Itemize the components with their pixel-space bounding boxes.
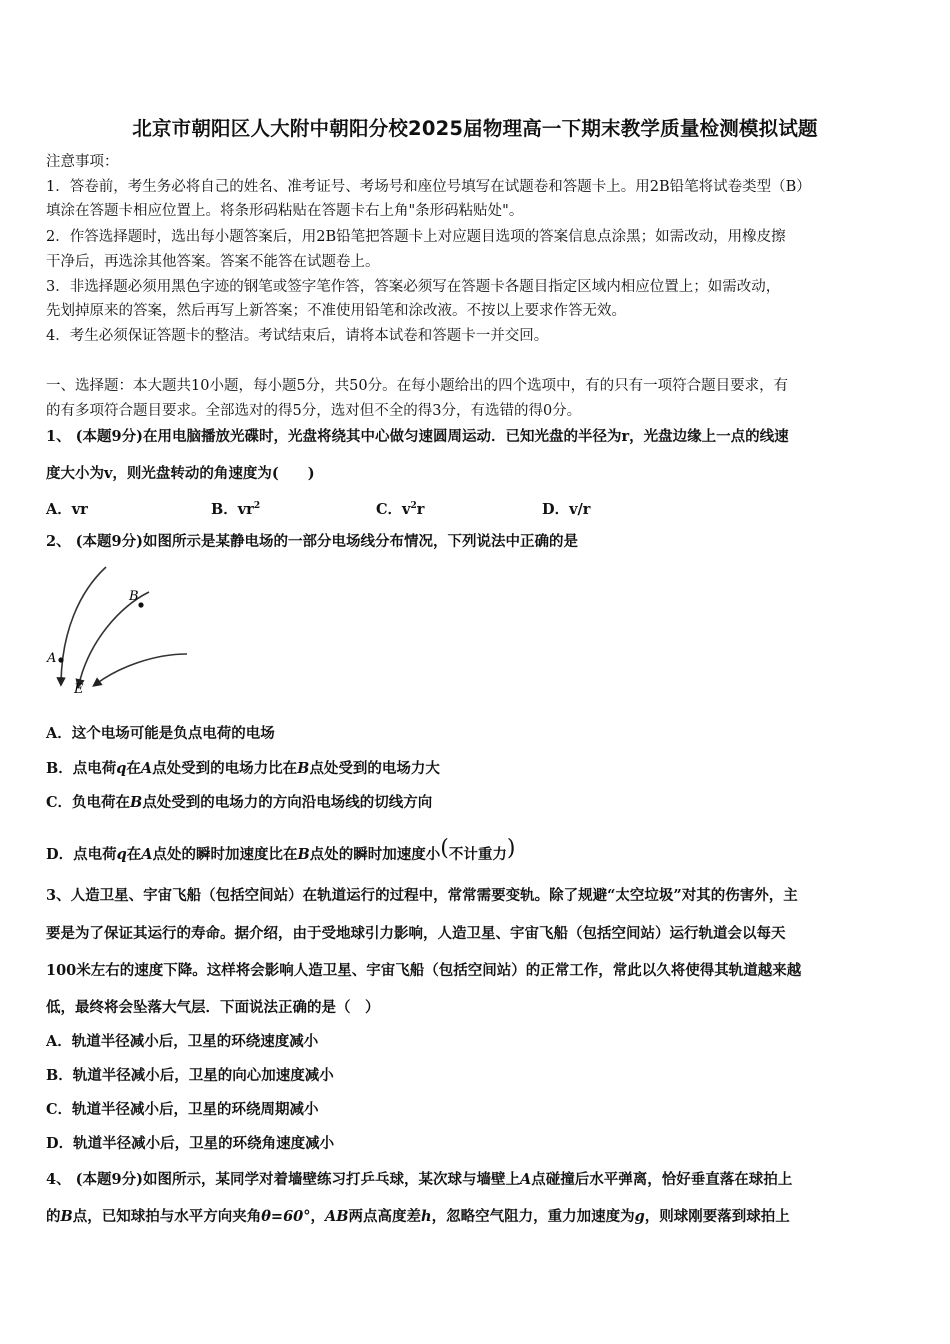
point-a-dot [58,657,63,662]
question-1-options [46,498,646,518]
question-3-stem: 3、人造卫星、宇宙飞船（包括空间站）在轨道运行的过程中，常常需要变轨。除了规避“太空垃圾”对其的伤害外，主 [46,887,798,904]
notice-line: 先划掉原来的答案，然后再写上新答案；不准使用铅笔和涂改液。不按以上要求作答无效。 [46,303,626,319]
option-b: B．$vr^2$ [211,501,261,518]
section-intro: 一、选择题：本大题共10小题，每小题5分，共50分。在每小题给出的四个选项中，有的只有一项符合题目要求，有 [46,378,789,394]
field-line [79,592,149,684]
section-intro: 的有多项符合题目要求。全部选对的得5分，选对但不全的得3分，有选错的得0分。 [46,403,582,419]
question-3-option-a: A．轨道半径减小后，卫星的环绕速度减小 [46,1033,319,1050]
option-c: C．$v^2r$ [376,501,425,518]
notice-line: 填涂在答题卡相应位置上。将条形码粘贴在答题卡右上角"条形码粘贴处"。 [46,203,524,219]
question-2-option-d: D．点电荷q在A点处的瞬时加速度比在B点处的瞬时加速度小(不计重力) [46,836,516,863]
question-3-stem: 低，最终将会坠落大气层．下面说法正确的是（ ） [46,999,380,1016]
field-line [61,567,106,682]
label-a: A [47,651,57,666]
notice-line: 干净后，再选涂其他答案。答案不能答在试题卷上。 [46,254,380,270]
notice-line: 4．考生必须保证答题卡的整洁。考试结束后，请将本试卷和答题卡一并交回。 [46,328,549,344]
question-3-option-b: B．轨道半径减小后，卫星的向心加速度减小 [46,1067,334,1084]
notice-line: 2．作答选择题时，选出每小题答案后，用2B铅笔把答题卡上对应题目选项的答案信息点涂黑；如需改动，用橡皮擦 [46,229,786,245]
label-b: B [129,589,139,604]
question-1-stem: 度大小为v，则光盘转动的角速度为( ) [46,465,315,482]
question-2-option-b: B．点电荷q在A点处受到的电场力比在B点处受到的电场力大 [46,760,440,777]
page-title: 北京市朝阳区人大附中朝阳分校2025届物理高一下期末教学质量检测模拟试题 [132,117,818,140]
question-1-stem: 1、 (本题9分)在用电脑播放光碟时，光盘将绕其中心做匀速圆周运动．已知光盘的半径为r，光盘边缘上一点的线速 [46,428,789,445]
question-3-stem: 100米左右的速度下降。这样将会影响人造卫星、宇宙飞船（包括空间站）的正常工作，常此以久将使得其轨道越来越 [46,962,802,979]
point-b-dot [138,602,143,607]
notice-heading: 注意事项： [46,154,119,170]
question-4-stem: 的B点，已知球拍与水平方向夹角θ=60°，AB两点高度差h，忽略空气阻力，重力加速度为g，则球刚要落到球拍上 [46,1208,790,1225]
question-3-option-c: C．轨道半径减小后，卫星的环绕周期减小 [46,1101,319,1118]
option-d: D．v/r [542,501,591,518]
option-a: A．vr [46,501,88,518]
notice-line: 1．答卷前，考生务必将自己的姓名、准考证号、考场号和座位号填写在试题卷和答题卡上。用2B铅笔将试卷类型（B） [46,179,811,195]
question-3-option-d: D．轨道半径减小后，卫星的环绕角速度减小 [46,1135,335,1152]
question-2-option-a: A．这个电场可能是负点电荷的电场 [46,725,275,742]
question-2-stem: 2、 (本题9分)如图所示是某静电场的一部分电场线分布情况，下列说法中正确的是 [46,533,578,550]
question-3-stem: 要是为了保证其运行的寿命。据介绍，由于受地球引力影响，人造卫星、宇宙飞船（包括空间站）运行轨道会以每天 [46,925,786,942]
field-line [96,654,187,684]
notice-line: 3．非选择题必须用黑色字迹的钢笔或签字笔作答，答案必须写在答题卡各题目指定区域内相应位置上；如需改动， [46,279,781,295]
question-2-option-c: C．负电荷在B点处受到的电场力的方向沿电场线的切线方向 [46,794,433,811]
question-4-stem: 4、 (本题9分)如图所示，某同学对着墙壁练习打乒乓球，某次球与墙壁上A点碰撞后水平弹离，恰好垂直落在球拍上 [46,1171,793,1188]
electric-field-figure [44,562,194,697]
label-e: E [74,682,84,697]
